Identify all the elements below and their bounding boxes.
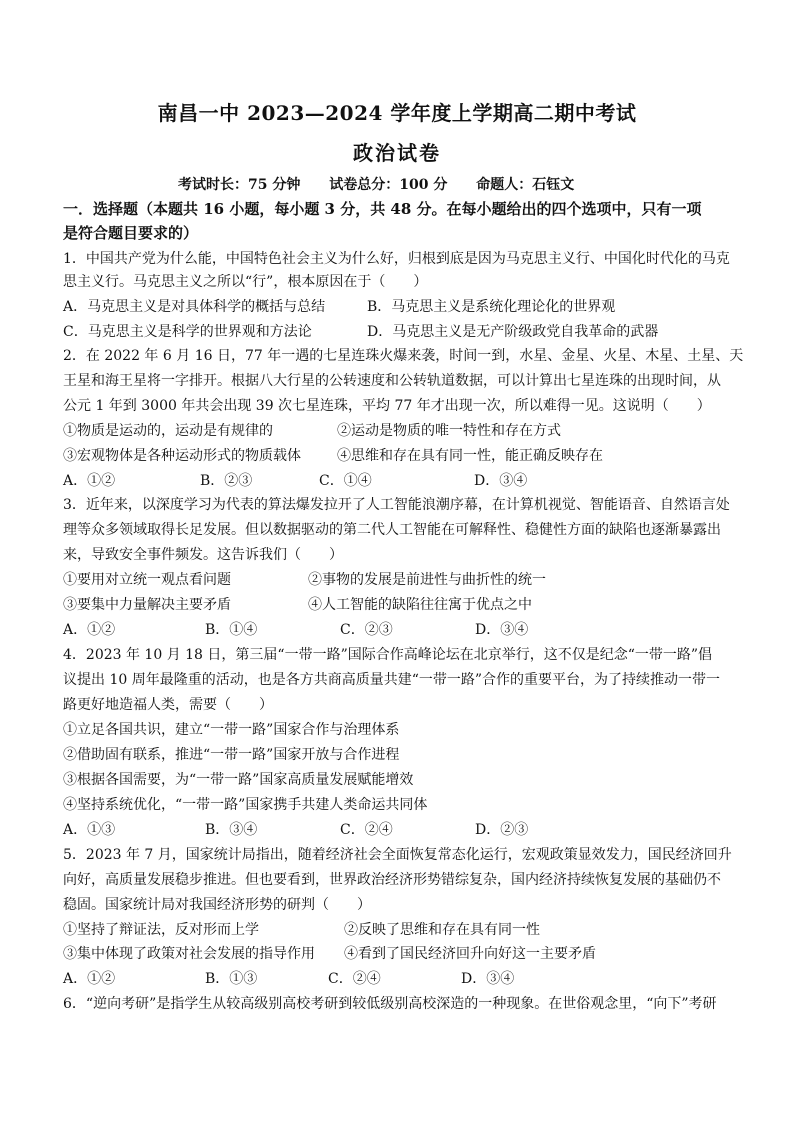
- q6-stem-line-1: 6．“逆向考研”是指学生从较高级别高校考研到较低级别高校深造的一种现象。在世俗观念里，“向下”考研: [63, 996, 717, 1012]
- q3-statements-row-2: [63, 595, 743, 615]
- q4-choice-b: B．③④: [205, 822, 258, 838]
- q4-statement-4: ④坚持系统优化，“一带一路”国家携手共建人类命运共同体: [63, 797, 428, 813]
- q5-choice-b: B．①③: [205, 971, 258, 987]
- q3-choice-b: B．①④: [205, 622, 258, 638]
- q5-statement-2: ②反映了思维和存在具有同一性: [344, 922, 540, 938]
- q4-statement-2: ②借助固有联系，推进“一带一路”国家开放与合作进程: [63, 747, 400, 763]
- q3-statements-row-1: [63, 570, 743, 590]
- q2-choice-d: D．③④: [474, 473, 528, 489]
- q4-statement-1: ①立足各国共识，建立“一带一路”国家合作与治理体系: [63, 722, 400, 738]
- q1-option-a: A．马克思主义是对具体科学的概括与总结: [63, 299, 326, 315]
- q5-stem-line-3: 稳固。国家统计局对我国经济形势的研判（ ）: [63, 897, 371, 913]
- q1-stem-line-1: 1．中国共产党为什么能，中国特色社会主义为什么好，归根到底是因为马克思主义行、中国化时代化的马克: [63, 251, 730, 267]
- q1-option-d: D．马克思主义是无产阶级政党自我革命的武器: [367, 324, 659, 340]
- q3-stem-line-2: 理等众多领域取得长足发展。但以数据驱动的第二代人工智能在可解释性、稳健性方面的缺陷也逐渐暴露出: [63, 522, 721, 538]
- q3-choices: [63, 620, 743, 640]
- q5-choice-c: C．②④: [328, 971, 381, 987]
- q2-statement-4: ④思维和存在具有同一性，能正确反映存在: [337, 448, 603, 464]
- q1-option-c: C．马克思主义是科学的世界观和方法论: [63, 324, 312, 340]
- q1-options-row-1: [63, 297, 743, 317]
- q2-statement-3: ③宏观物体是各种运动形式的物质载体: [63, 448, 301, 464]
- q4-choice-a: A．①③: [63, 822, 116, 838]
- q4-statement-3: ③根据各国需要，为“一带一路”国家高质量发展赋能增效: [63, 772, 414, 788]
- exam-author: 命题人：石钰文: [476, 177, 575, 193]
- q5-statement-4: ④看到了国民经济回升向好这一主要矛盾: [344, 946, 596, 962]
- q5-choice-a: A．①②: [63, 971, 116, 987]
- q2-statement-2: ②运动是物质的唯一特性和存在方式: [337, 423, 561, 439]
- q1-options-row-2: [63, 322, 743, 342]
- q5-choice-d: D．③④: [461, 971, 515, 987]
- q5-statements-row-1: [63, 920, 743, 940]
- q5-statement-3: ③集中体现了政策对社会发展的指导作用: [63, 946, 315, 962]
- q4-stem-line-3: 路更好地造福人类，需要（ ）: [63, 697, 273, 713]
- exam-meta: [178, 174, 598, 194]
- q2-choice-b: B．②③: [200, 473, 253, 489]
- q3-statement-3: ③要集中力量解决主要矛盾: [63, 597, 231, 613]
- q2-stem-line-2: 王星和海王星将一字排开。根据八大行星的公转速度和公转轨道数据，可以计算出七星连珠的出现时间，从: [63, 373, 721, 389]
- q5-stem-line-1: 5．2023 年 7 月，国家统计局指出，随着经济社会全面恢复常态化运行，宏观政策显效发力，国民经济回升: [63, 847, 732, 863]
- q4-choices: [63, 820, 743, 840]
- q3-stem-line-3: 来，导致安全事件频发。这告诉我们（ ）: [63, 547, 343, 563]
- q1-option-b: B．马克思主义是系统化理论化的世界观: [367, 299, 616, 315]
- q5-statement-1: ①坚持了辩证法，反对形而上学: [63, 922, 259, 938]
- q1-stem-line-2: 思主义行。马克思主义之所以“行”，根本原因在于（ ）: [63, 274, 428, 290]
- q2-choice-c: C．①④: [319, 473, 372, 489]
- q5-statements-row-2: [63, 944, 743, 964]
- section-heading-cont: 是符合题目要求的）: [63, 224, 199, 242]
- q3-choice-a: A．①②: [63, 622, 116, 638]
- exam-subtitle: 政治试卷: [353, 141, 441, 165]
- exam-total-score: 试卷总分：100 分: [329, 177, 448, 193]
- q4-choice-c: C．②④: [340, 822, 393, 838]
- exam-title: 南昌一中 2023—2024 学年度上学期高二期中考试: [157, 101, 637, 125]
- q4-choice-d: D．②③: [475, 822, 529, 838]
- q4-stem-line-2: 议提出 10 周年最隆重的活动，也是各方共商高质量共建“一带一路”合作的重要平台，为了持续推动一带一: [63, 672, 721, 688]
- q3-statement-1: ①要用对立统一观点看问题: [63, 572, 231, 588]
- q2-statements-row-2: [63, 446, 743, 466]
- q3-statement-4: ④人工智能的缺陷往往寓于优点之中: [308, 597, 532, 613]
- exam-duration: 考试时长：75 分钟: [178, 177, 301, 193]
- section-heading: 一．选择题（本题共 16 小题，每小题 3 分，共 48 分。在每小题给出的四个选项中，只有一项: [63, 200, 702, 218]
- q3-stem-line-1: 3．近年来，以深度学习为代表的算法爆发拉开了人工智能浪潮序幕，在计算机视觉、智能语音、自然语言处: [63, 497, 730, 513]
- q5-choices: [63, 969, 743, 989]
- q4-stem-line-1: 4．2023 年 10 月 18 日，第三届“一带一路”国际合作高峰论坛在北京举行，这不仅是纪念“一带一路”倡: [63, 647, 713, 663]
- q2-stem-line-3: 公元 1 年到 3000 年共会出现 39 次七星连珠，平均 77 年才出现一次，所以难得一见。这说明（ ）: [63, 398, 711, 414]
- q5-stem-line-2: 向好，高质量发展稳步推进。但也要看到，世界政治经济形势错综复杂，国内经济持续恢复发展的基础仍不: [63, 872, 721, 888]
- q2-stem-line-1: 2．在 2022 年 6 月 16 日，77 年一遇的七星连珠火爆来袭，时间一到，水星、金星、火星、木星、土星、天: [63, 348, 744, 364]
- q3-statement-2: ②事物的发展是前进性与曲折性的统一: [308, 572, 546, 588]
- q2-choices: [63, 471, 743, 491]
- q3-choice-d: D．③④: [475, 622, 529, 638]
- q2-choice-a: A．①②: [63, 473, 116, 489]
- q3-choice-c: C．②③: [340, 622, 393, 638]
- q2-statement-1: ①物质是运动的，运动是有规律的: [63, 423, 273, 439]
- q2-statements-row-1: [63, 421, 743, 441]
